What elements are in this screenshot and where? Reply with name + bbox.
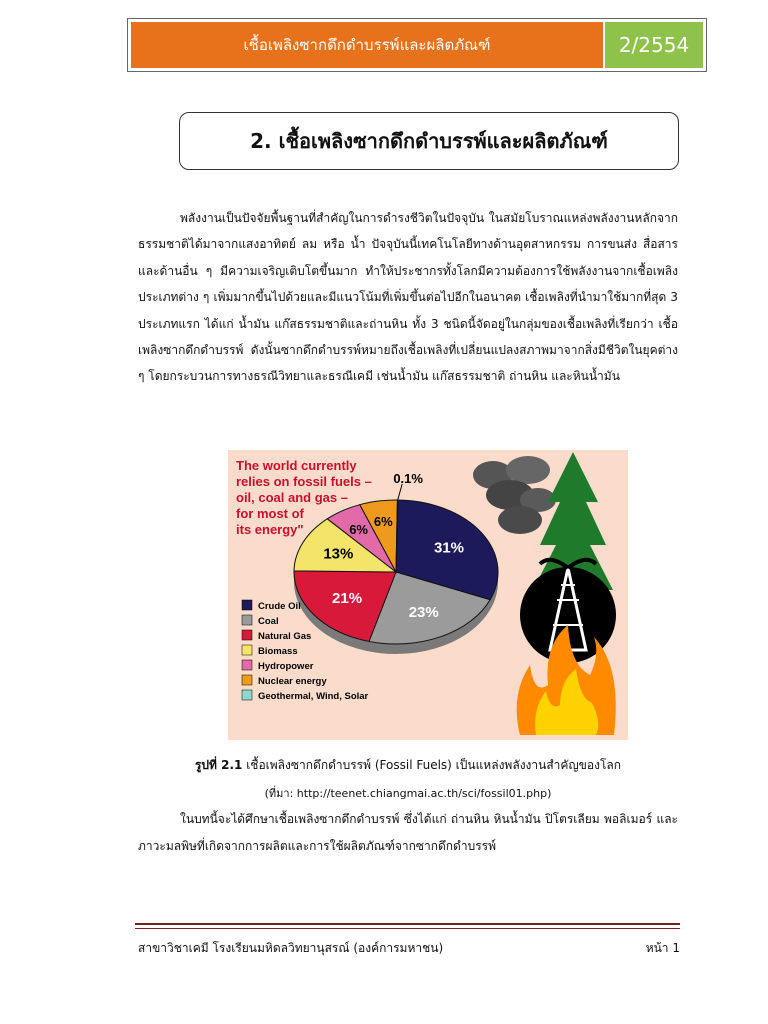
- figure-caption: [138, 756, 678, 775]
- legend-entry: Biomass: [258, 646, 298, 657]
- footer-page-number: หน้า 1: [645, 941, 680, 955]
- caption-label: รูปที่ 2.1: [194, 758, 243, 772]
- pie-data-label: 0.1%: [393, 471, 423, 487]
- legend-entry: Coal: [258, 616, 279, 627]
- figure-source: (ที่มา: http://teenet.chiangmai.ac.th/sci/fossil01.php): [264, 787, 552, 800]
- chapter-overview-paragraph: ในบทนี้จะได้ศึกษาเชื้อเพลิงซากดึกดำบรรพ์ ซึ่งได้แก่ ถ่านหิน หินน้ำมัน ปิโตรเลียม พอลิเมอร์ และภาวะมลพิษที่เกิดจากการผลิตและการใช้ผลิตภัณฑ์จากซากดึกดำบรรพ์: [138, 812, 678, 853]
- legend-swatch: [242, 645, 252, 655]
- figure-heading-line: for most of: [236, 506, 304, 521]
- fossil-fuel-figure: [228, 450, 628, 740]
- pie-data-label: 31%: [433, 539, 464, 557]
- legend-swatch: [242, 690, 252, 700]
- footer-divider: [135, 923, 680, 929]
- legend-entry: Geothermal, Wind, Solar: [258, 691, 369, 702]
- legend-swatch: [242, 675, 252, 685]
- figure-heading-line: its energy": [236, 522, 304, 537]
- intro-paragraph: พลังงานเป็นปัจจัยพื้นฐานที่สำคัญในการดำรงชีวิตในปัจจุบัน ในสมัยโบราณแหล่งพลังงานหลักจากธรรมชาติได้มาจากแสงอาทิตย์ ลม หรือ น้ำ ปัจจุบันนี้เทคโนโลยีทางด้านอุตสาหกรรม การขนส่ง สื่อสารและด้านอื่น ๆ มีความเจริญเติบโตขึ้นมาก ทำให้ประชากรทั้งโลกมีความต้องการใช้พลังงานจากเชื้อเพลิงประเภทต่าง ๆ เพิ่มมากขึ้นไปด้วยและมีแนวโน้มที่เพิ่มขึ้นต่อไปอีกในอนาคต เชื้อเพลิงที่นำมาใช้มากที่สุด 3 ประเภทแรก ได้แก่ น้ำมัน แก๊สธรรมชาติและถ่านหิน ทั้ง 3 ชนิดนี้จัดอยู่ในกลุ่มของเชื้อเพลิงที่เรียกว่า เชื้อเพลิงซากดึกดำบรรพ์ ดังนั้นซากดึกดำบรรพ์หมายถึงเชื้อเพลิงที่เปลี่ยนแปลงสภาพมาจากสิ่งมีชีวิตในยุคต่าง ๆ โดยกระบวนการทางธรณีวิทยาและธรณีเคมี เช่นน้ำมัน แก๊สธรรมชาติ ถ่านหิน และหินน้ำมัน: [138, 211, 678, 384]
- legend-entry: Nuclear energy: [258, 676, 327, 687]
- legend-entry: Crude Oil: [258, 601, 301, 612]
- legend-swatch: [242, 615, 252, 625]
- header-page-code: 2/2554: [605, 22, 703, 68]
- figure-heading-line: The world currently: [236, 458, 357, 473]
- figure-heading-line: relies on fossil fuels –: [236, 474, 372, 489]
- pie-data-label: 13%: [323, 545, 354, 563]
- caption-text: เชื้อเพลิงซากดึกดำบรรพ์ (Fossil Fuels) เป็นแหล่งพลังงานสำคัญของโลก: [242, 758, 622, 772]
- legend-entry: Natural Gas: [258, 631, 312, 642]
- pie-data-label: 6%: [349, 522, 369, 538]
- legend-swatch: [242, 630, 252, 640]
- pie-data-label: 23%: [408, 604, 439, 622]
- section-title: 2. เชื้อเพลิงซากดึกดำบรรพ์และผลิตภัณฑ์: [179, 112, 679, 170]
- legend-swatch: [242, 600, 252, 610]
- figure-svg: [228, 450, 628, 740]
- pie-data-label: 6%: [373, 513, 393, 529]
- page-header: [127, 18, 707, 72]
- pie-data-label: 21%: [332, 589, 363, 607]
- coal-lumps-icon: [473, 456, 556, 534]
- pie-leader-line: [398, 484, 402, 500]
- footer-institution: สาขาวิชาเคมี โรงเรียนมหิดลวิทยานุสรณ์ (องค์การมหาชน): [138, 941, 444, 955]
- legend-entry: Hydropower: [258, 661, 314, 672]
- header-title: เชื้อเพลิงซากดึกดำบรรพ์และผลิตภัณฑ์: [131, 22, 603, 68]
- legend-swatch: [242, 660, 252, 670]
- figure-heading-line: oil, coal and gas –: [236, 490, 348, 505]
